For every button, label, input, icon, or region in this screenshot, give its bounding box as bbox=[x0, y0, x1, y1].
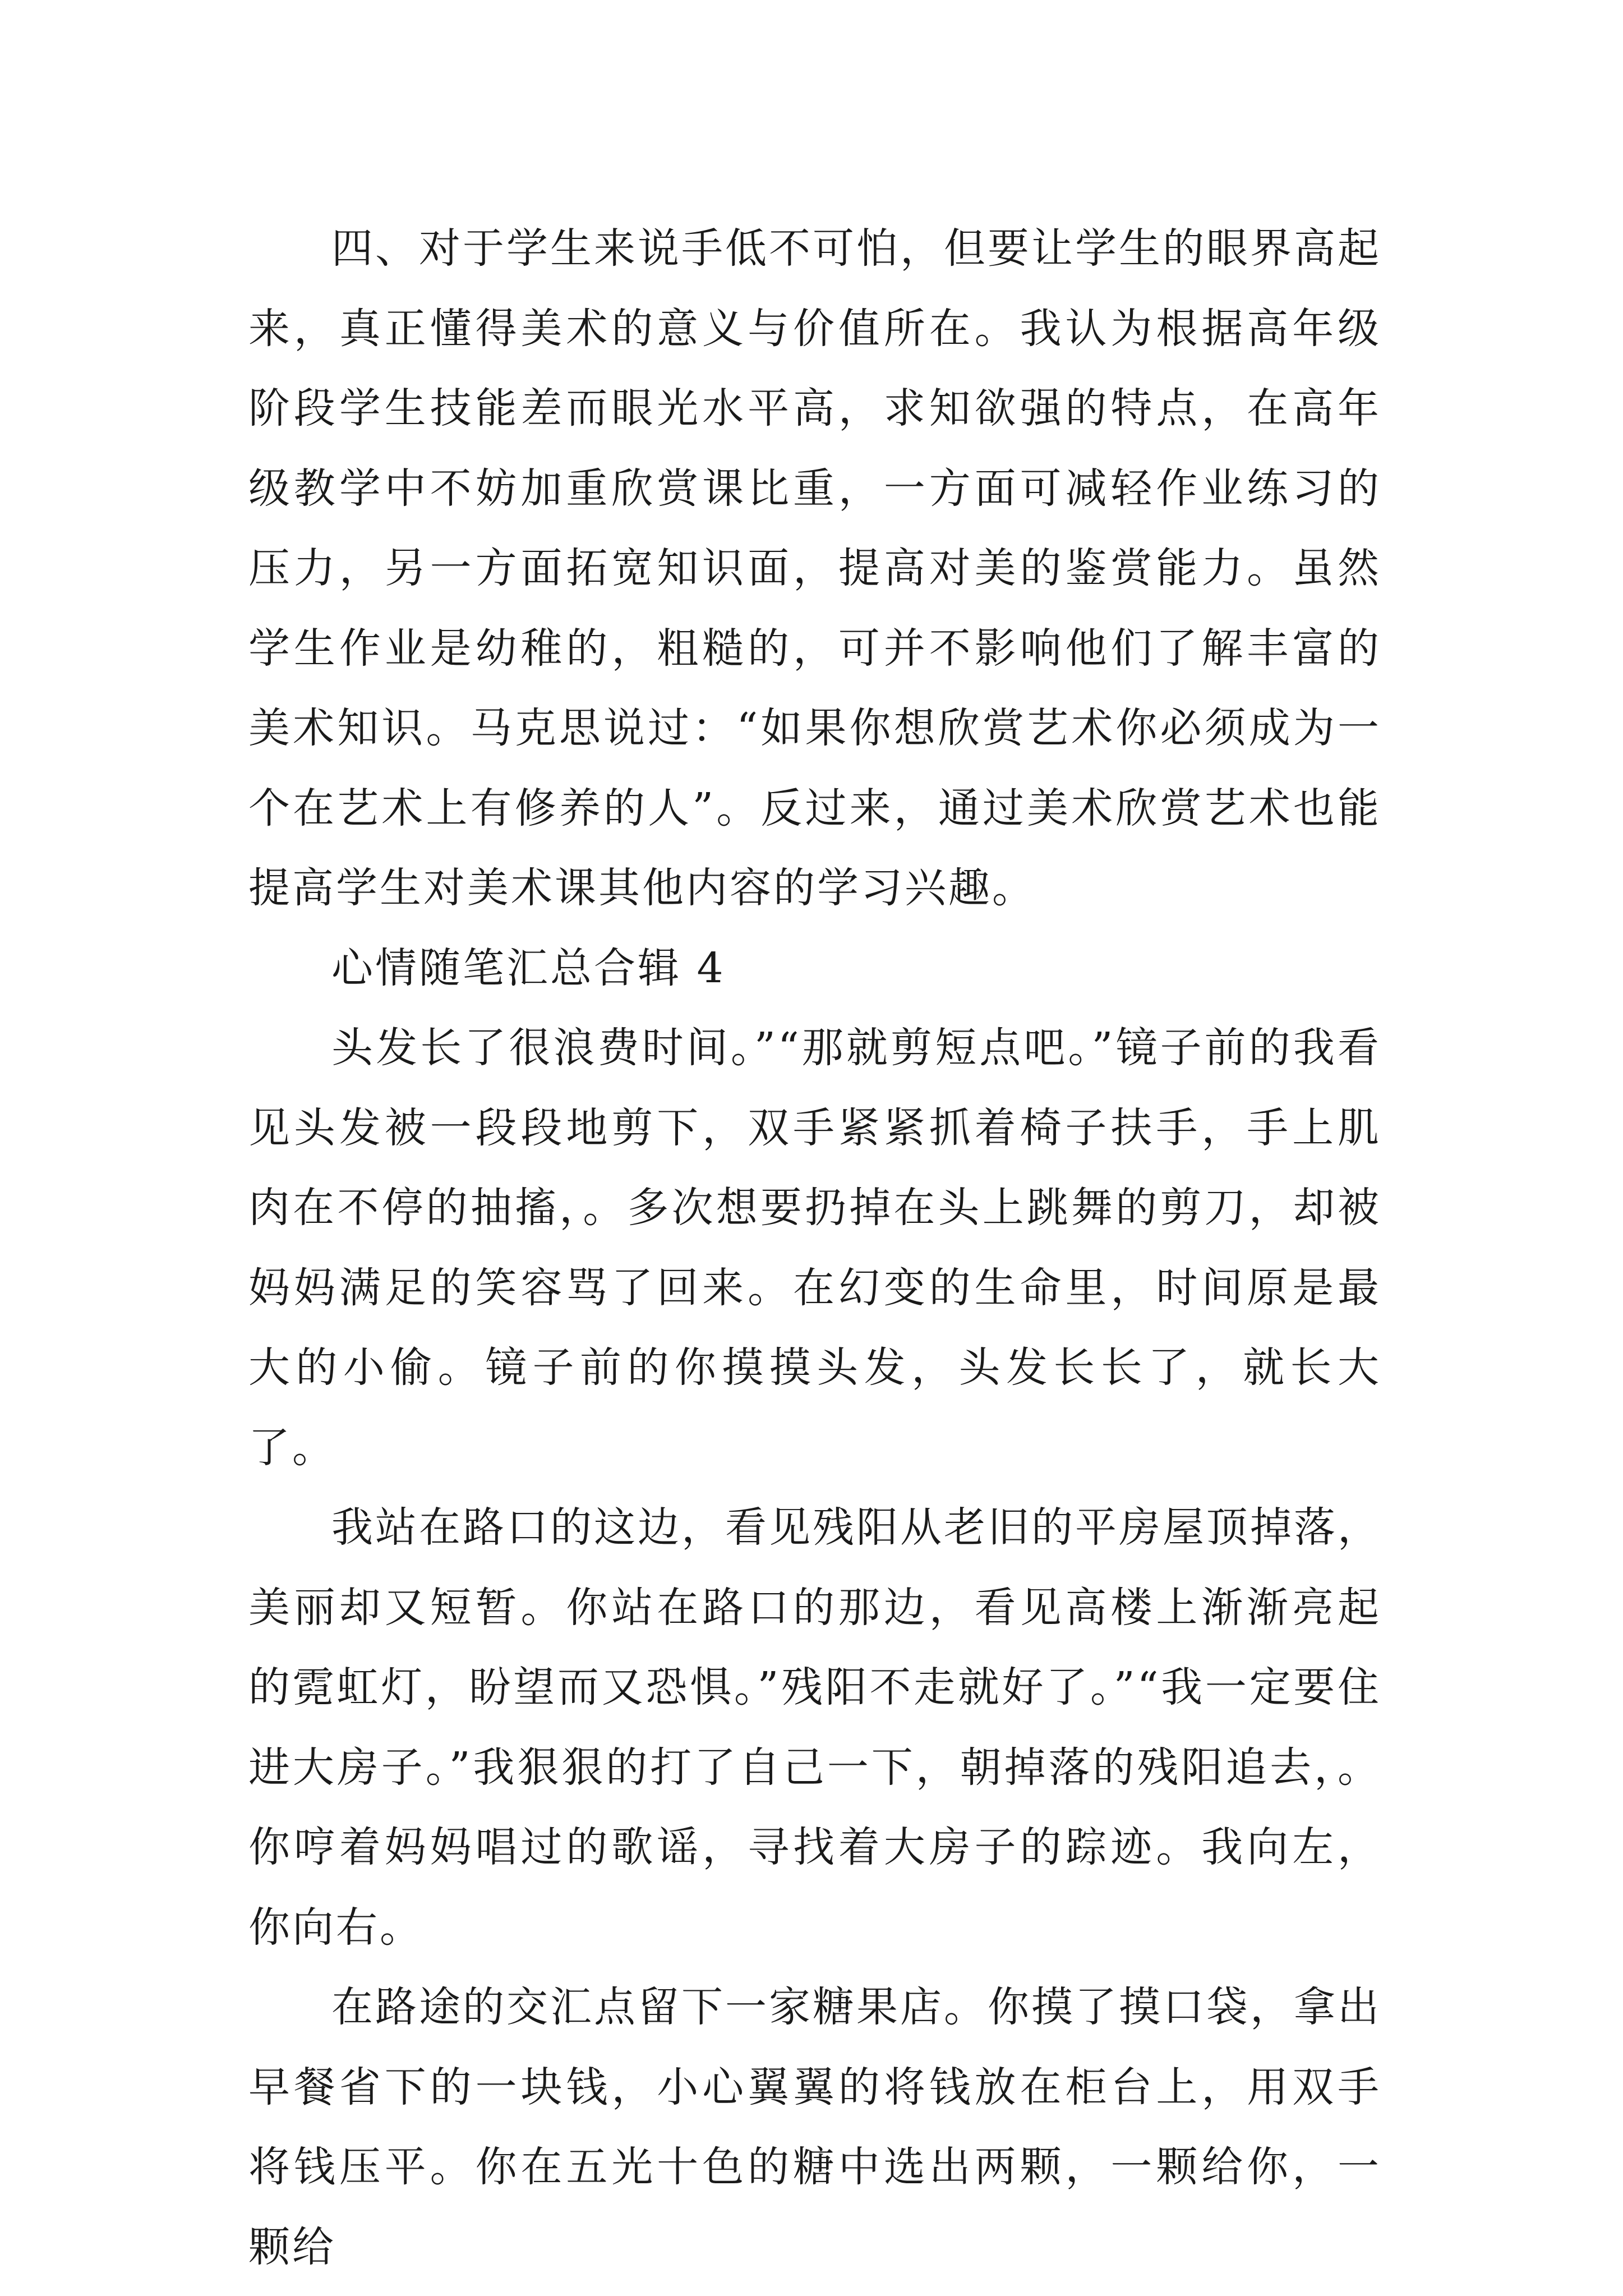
document-body bbox=[248, 209, 1381, 2287]
paragraph-haircut: 头发长了很浪费时间。”“那就剪短点吧。”镜子前的我看见头发被一段段地剪下，双手紧紧抓着椅子扶手，手上肌肉在不停的抽搐，。多次想要扔掉在头上跳舞的剪刀，却被妈妈满足的笑容骂了回来。在幻变的生命里，时间原是最大的小偷。镜子前的你摸摸头发，头发长长了，就长大了。 bbox=[248, 1024, 1381, 1472]
paragraph-crossroads: 我站在路口的这边，看见残阳从老旧的平房屋顶掉落，美丽却又短暂。你站在路口的那边，看见高楼上渐渐亮起的霓虹灯，盼望而又恐惧。”残阳不走就好了。”“我一定要住进大房子。”我狠狠的打了自己一下，朝掉落的残阳追去，。你哼着妈妈唱过的歌谣，寻找着大房子的踪迹。我向左，你向右。 bbox=[248, 1503, 1381, 1952]
section-heading: 心情随笔汇总合辑 4 bbox=[331, 944, 726, 992]
paragraph-candy-shop: 在路途的交汇点留下一家糖果店。你摸了摸口袋，拿出早餐省下的一块钱，小心翼翼的将钱放在柜台上，用双手将钱压平。你在五光十色的糖中选出两颗，一颗给你，一颗给 bbox=[248, 1983, 1381, 2271]
paragraph-art-appreciation: 四、对于学生来说手低不可怕，但要让学生的眼界高起来，真正懂得美术的意义与价值所在。我认为根据高年级阶段学生技能差而眼光水平高，求知欲强的特点，在高年级教学中不妨加重欣赏课比重，一方面可减轻作业练习的压力，另一方面拓宽知识面，提高对美的鉴赏能力。虽然学生作业是幼稚的，粗糙的，可并不影响他们了解丰富的美术知识。马克思说过：“如果你想欣赏艺术你必须成为一个在艺术上有修养的人”。反过来，通过美术欣赏艺术也能提高学生对美术课其他内容的学习兴趣。 bbox=[248, 224, 1381, 912]
